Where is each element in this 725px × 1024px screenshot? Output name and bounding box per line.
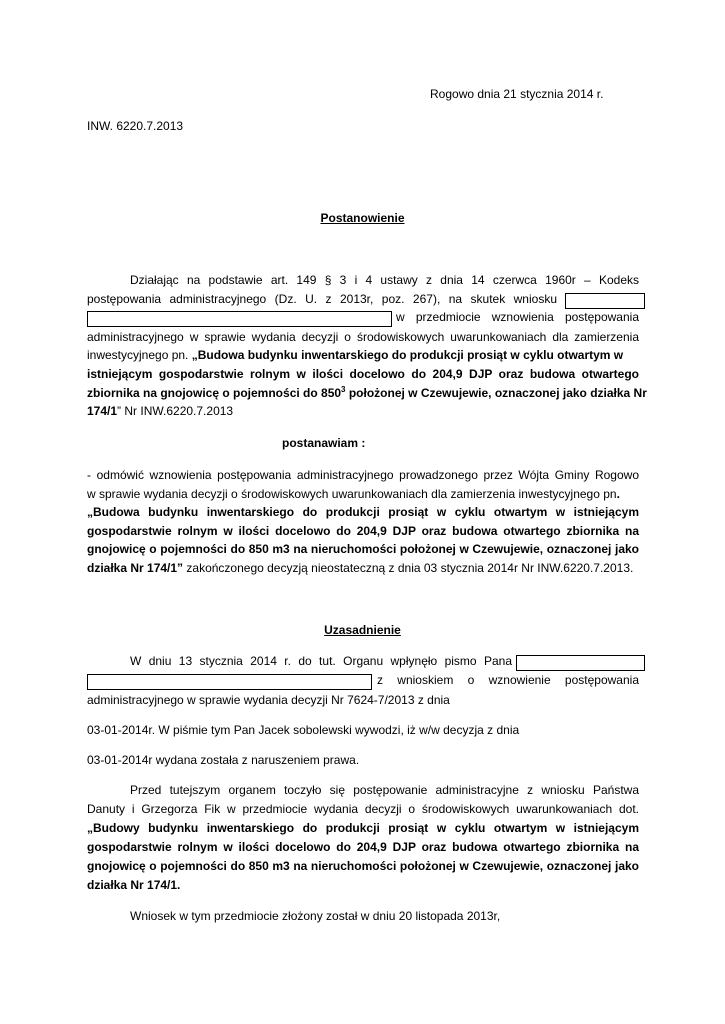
intro-project-name-3: zbiornika na gnojowicę o pojemności do 850	[87, 386, 342, 400]
justification-line-7: Danuty i Grzegorza Fik w przedmiocie wydania decyzji o środowiskowych uwarunkowaniach dot.	[87, 802, 639, 816]
decision-line-2-text: w sprawie wydania decyzji o środowiskowych uwarunkowaniach dla zamierzenia inwestycyjnego pn	[87, 487, 617, 501]
redacted-petitioner-address	[87, 674, 372, 690]
intro-case-number: ” Nr INW.6220.7.2013	[117, 404, 234, 418]
intro-project-name-2: istniejącym gospodarstwie rolnym w ilości docelowo do 204,9 DJP oraz budowa otwartego	[87, 367, 639, 381]
justification-line-6: Przed tutejszym organem toczyło się postępowanie administracyjne z wniosku Państwa	[130, 783, 639, 797]
redacted-applicant-address	[87, 311, 392, 327]
redacted-applicant-name	[565, 293, 645, 309]
justification-line-3: administracyjnego w sprawie wydania decyzji Nr 7624-7/2013 z dnia	[87, 693, 450, 707]
intro-line-5	[87, 347, 639, 364]
decision-line-4: gospodarstwie rolnym w ilości docelowo do 204,9 DJP oraz budowa otwartego zbiornika na	[87, 524, 639, 538]
reference-number: INW. 6220.7.2013	[87, 119, 184, 133]
decision-line-5: gnojowicę o pojemności do 850 m3 na nieruchomości położonej w Czewujewie, oznaczonej jako	[87, 542, 639, 556]
decision-line-2	[87, 486, 639, 503]
justification-line-11: działka Nr 174/1.	[87, 878, 181, 892]
intro-project-name-4: położonej w Czewujewie, oznaczonej jako działka Nr	[345, 386, 647, 400]
decision-line-2-dot: .	[616, 487, 620, 501]
justification-line-5: 03-01-2014r wydana została z naruszeniem prawa.	[87, 753, 360, 767]
intro-project-name-1: „Budowa budynku inwentarskiego do produkcji prosiąt w cyklu otwartym w	[191, 348, 624, 362]
intro-line-8	[87, 403, 639, 420]
justification-line-12: Wniosek w tym przedmiocie złożony został w dniu 20 listopada 2013r,	[130, 909, 501, 923]
intro-line-4: administracyjnego w sprawie wydania decyzji o środowiskowych uwarunkowaniach dla zamierzenia	[87, 330, 639, 344]
justification-line-1: W dniu 13 stycznia 2014 r. do tut. Organu wpłynęło pismo Pana	[130, 654, 512, 668]
justification-line-9: gospodarstwie rolnym w ilości docelowo do 204,9 DJP oraz budowa otwartego zbiornika na	[87, 840, 639, 854]
justification-title: Uzasadnienie	[324, 623, 401, 637]
decision-line-1: - odmówić wznowienia postępowania administracyjnego prowadzonego przez Wójta Gminy Rogowo	[87, 468, 639, 482]
intro-line-2: postępowania administracyjnego (Dz. U. z 2013r, poz. 267), na skutek wniosku	[87, 292, 557, 306]
intro-line-3: w przedmiocie wznowienia postępowania	[396, 310, 639, 324]
intro-line-7	[87, 385, 647, 402]
place-date: Rogowo dnia 21 stycznia 2014 r.	[430, 87, 604, 101]
decision-line-3: „Budowa budynku inwentarskiego do produkcji prosiąt w cyklu otwartym w istniejącym	[87, 505, 639, 519]
intro-plot-number: 174/1	[87, 404, 118, 418]
intro-line-5-plain: inwestycyjnego pn.	[87, 348, 192, 362]
superscript: 3	[341, 385, 346, 394]
justification-line-2: z wnioskiem o wznowienie postępowania	[377, 673, 639, 687]
justification-line-10: gnojowicę o pojemności do 850 m3 na nieruchomości położonej w Czewujewie, oznaczonej jako	[87, 859, 639, 873]
intro-line-1: Działając na podstawie art. 149 § 3 i 4 ustawy z dnia 14 czerwca 1960r – Kodeks	[130, 273, 639, 287]
decision-plot-number: działka Nr 174/1”	[87, 561, 184, 575]
justification-line-8: „Budowy budynku inwentarskiego do produkcji prosiąt w cyklu otwartym w istniejącym	[87, 821, 639, 835]
decision-heading: postanawiam :	[282, 436, 366, 450]
redacted-petitioner-name	[516, 655, 645, 671]
document-title: Postanowienie	[320, 211, 405, 225]
justification-line-4: 03-01-2014r. W piśmie tym Pan Jacek sobolewski wywodzi, iż w/w decyzja z dnia	[87, 723, 520, 737]
decision-line-6-text: zakończonego decyzją nieostateczną z dnia 03 stycznia 2014r Nr INW.6220.7.2013.	[183, 561, 634, 575]
decision-line-6	[87, 560, 639, 577]
